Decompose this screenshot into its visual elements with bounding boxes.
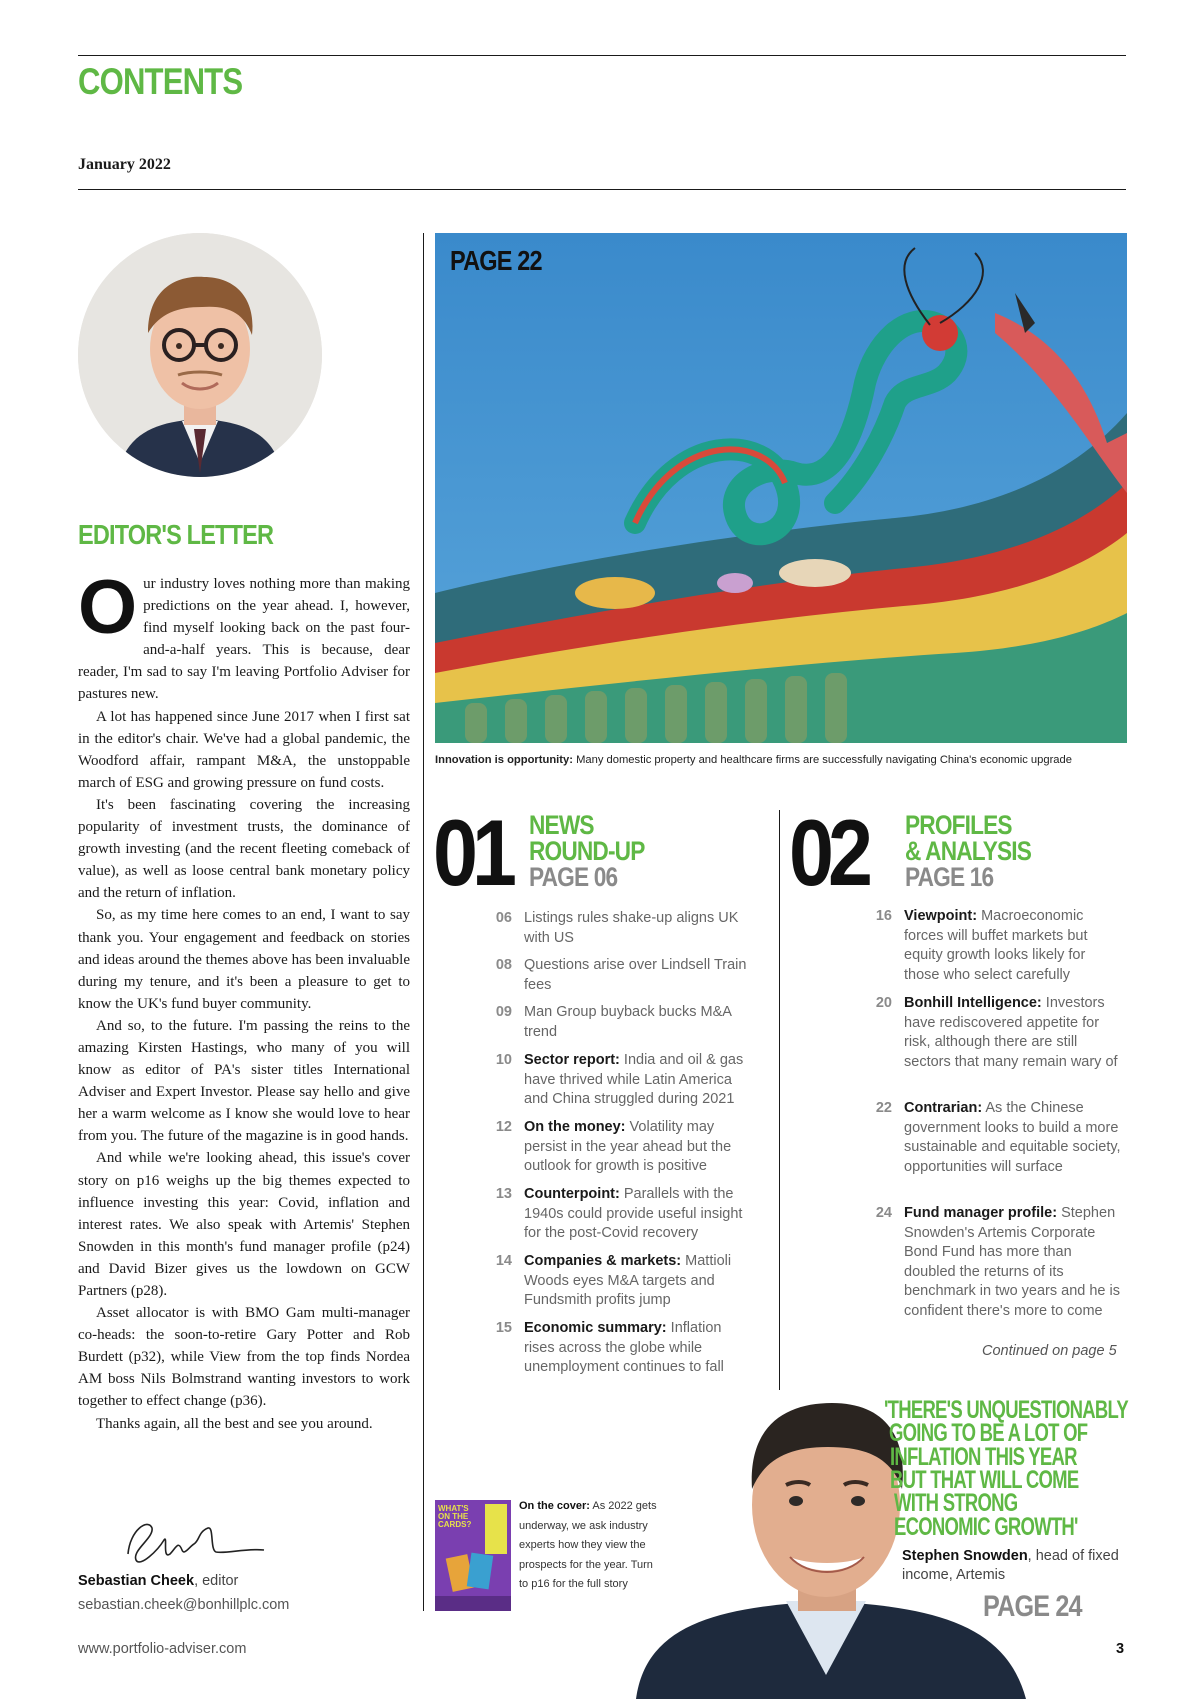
section1-item-text <box>524 1252 756 1311</box>
section1-item-label: Counterpoint: <box>524 1186 620 1202</box>
section2-item-text <box>904 1099 1122 1177</box>
hero-caption-text: Many domestic property and healthcare firms are successfully navigating China's economic upgrade <box>572 754 1072 766</box>
section1-title-line2: ROUND-UP <box>529 836 645 866</box>
section2-item-number: 22 <box>875 1100 892 1116</box>
quote-attrib-role: , head of fixed income, Artemis <box>902 1548 1119 1583</box>
quote-attrib-name: Stephen Snowden <box>902 1548 1028 1564</box>
issue-date: January 2022 <box>78 156 171 173</box>
letter-paragraph-4: So, as my time here comes to an end, I want to say thank you. Your engagement and feedback on stories and ideas around the themes above has been invaluable during my tenure, and it's been a pleasure to get to know the UK's fund buyer community. <box>78 907 410 1012</box>
section2-page[interactable]: PAGE 16 <box>905 862 994 892</box>
section1-item-number: 09 <box>495 1004 512 1020</box>
section1-item-description: Mattioli Woods eyes M&A targets and Fundsmith profits jump <box>524 1253 732 1308</box>
letter-paragraph-8: Thanks again, all the best and see you around. <box>96 1415 373 1432</box>
section1-item-description: Questions arise over Lindsell Train fees <box>524 957 747 993</box>
cover-note <box>519 1497 659 1595</box>
quote-attribution <box>902 1547 1132 1585</box>
section2-item-text <box>904 994 1122 1072</box>
section1-item-description: Parallels with the 1940s could provide useful insight for the post-Covid recovery <box>524 1186 743 1241</box>
section2-item-number: 20 <box>875 995 892 1011</box>
continued-note[interactable]: Continued on page 5 <box>982 1343 1117 1359</box>
editors-letter-body <box>78 565 410 1435</box>
section1-item-number: 14 <box>495 1253 512 1269</box>
page-number: 3 <box>1116 1641 1125 1657</box>
cover-note-text: As 2022 gets underway, we ask industry experts how they view the prospects for the year. Turn to p16 for the full story <box>519 1500 657 1590</box>
pull-quote-line: ECONOMIC GROWTH' <box>894 1512 1078 1541</box>
pull-quote-line: BUT THAT WILL COME <box>890 1465 1079 1494</box>
signoff <box>78 1573 238 1589</box>
column-divider <box>423 233 424 1611</box>
section1-item-text <box>524 909 756 948</box>
section1-item-description: Inflation rises across the globe while unemployment continues to fall <box>524 1320 724 1375</box>
section2-number: 02 <box>789 800 867 905</box>
editor-name: Sebastian Cheek <box>78 1573 195 1589</box>
signature <box>118 1510 268 1572</box>
section2-item-number: 24 <box>875 1205 892 1221</box>
section1-item-number: 12 <box>495 1119 512 1135</box>
section2-item-text <box>904 907 1122 985</box>
section-divider <box>779 810 780 1390</box>
section2-item-description: Stephen Snowden's Artemis Corporate Bond Fund has more than doubled the returns of its benchmark in two years and he is confident there's more to come <box>904 1205 1120 1319</box>
section1-item-text <box>524 1051 756 1110</box>
footer-url[interactable]: www.portfolio-adviser.com <box>78 1641 247 1657</box>
section1-item-description: Man Group buyback bucks M&A trend <box>524 1004 732 1040</box>
section1-number: 01 <box>433 800 511 905</box>
section1-item-number: 10 <box>495 1052 512 1068</box>
section1-item-text <box>524 956 756 995</box>
section2-item-text <box>904 1204 1122 1321</box>
section1-item-label: Companies & markets: <box>524 1253 682 1269</box>
section1-item-label: On the money: <box>524 1119 626 1135</box>
section1-item-text <box>524 1185 756 1244</box>
section2-item-description: As the Chinese government looks to build a more sustainable and equitable society, opportunities will surface <box>904 1100 1121 1175</box>
cover-note-bold: On the cover: <box>519 1500 590 1512</box>
editor-portrait <box>78 233 322 477</box>
page-title: CONTENTS <box>78 61 243 102</box>
section1-item-label: Economic summary: <box>524 1320 667 1336</box>
letter-paragraph-7: Asset allocator is with BMO Gam multi-manager co-heads: the soon-to-retire Gary Potter and Rob Burdett (p32), while View from the top finds Nordea AM boss Nils Bolmstrand wanting investors to work together to effect change (p36). <box>78 1305 410 1410</box>
pull-quote-line: INFLATION THIS YEAR <box>890 1442 1077 1471</box>
editor-email[interactable]: sebastian.cheek@bonhillplc.com <box>78 1597 290 1613</box>
section1-item-text <box>524 1319 756 1378</box>
quote-page[interactable]: PAGE 24 <box>983 1590 1082 1623</box>
section1-item-text <box>524 1118 756 1177</box>
section2-item-description: Investors have rediscovered appetite for risk, although there are still sectors that many remain wary of <box>904 995 1118 1070</box>
section2-title-line1: PROFILES <box>905 810 1012 840</box>
section1-item-number: 06 <box>495 910 512 926</box>
hero-caption-bold: Innovation is opportunity: <box>435 754 573 766</box>
header-rule <box>78 189 1126 190</box>
letter-paragraph-5: And so, to the future. I'm passing the reins to the amazing Kirsten Hastings, who many of you will know as editor of PA's sister titles International Adviser and Expert Investor. Please say hello and give her a warm welcome as I know she would love to hear from you. The future of the magazine is in good hands. <box>78 1017 410 1145</box>
section2-item-description: Macroeconomic forces will buffet markets but equity growth looks likely for those who select carefully <box>904 908 1088 983</box>
section1-title-line1: NEWS <box>529 810 594 840</box>
letter-paragraph-2: A lot has happened since June 2017 when I first sat in the editor's chair. We've had a global pandemic, the Woodford affair, rampant M&A, the unstoppable march of ESG and growing pressure on fund costs. <box>78 708 410 791</box>
section2-item-label: Fund manager profile: <box>904 1205 1058 1221</box>
editor-role: , editor <box>194 1573 239 1589</box>
section2-item-label: Bonhill Intelligence: <box>904 995 1042 1011</box>
section1-item-number: 08 <box>495 957 512 973</box>
section1-item-number: 13 <box>495 1186 512 1202</box>
section1-item-number: 15 <box>495 1320 512 1336</box>
letter-paragraph-3: It's been fascinating covering the increasing popularity of investment trusts, the dominance of growth investing (and the recent fleeting comeback of value), as well as loose central bank monetary policy and the return of inflation. <box>78 796 410 902</box>
section1-item-label: Sector report: <box>524 1052 620 1068</box>
hero-caption <box>435 754 1135 766</box>
section2-item-number: 16 <box>875 908 892 924</box>
pull-quote-line: 'THERE'S UNQUESTIONABLY <box>884 1396 1128 1424</box>
section1-item-text <box>524 1003 756 1042</box>
cover-thumbnail[interactable] <box>435 1500 511 1611</box>
letter-paragraph-1: Our industry loves nothing more than making predictions on the year ahead. I, however, find myself looking back on the past four-and-a-half years. This is because, dear reader, I'm sad to say I'm leaving Portfolio Adviser for pastures new. <box>78 565 410 703</box>
section1-item-description: Volatility may persist in the year ahead but the outlook for growth is positive <box>524 1119 732 1174</box>
letter-paragraph-6: And while we're looking ahead, this issue's cover story on p16 weighs up the big themes expected to influence investing this year: Covid, inflation and interest rates. We also speak with Artemis' Stephen Snowden in this month's fund manager profile (p24) and David Bizer gives us the lowdown on GCW Partners (p28). <box>78 1150 410 1299</box>
hero-page-label[interactable]: PAGE 22 <box>450 245 542 276</box>
section1-item-description: Listings rules shake-up aligns UK with US <box>524 910 739 946</box>
dropcap: O <box>78 565 138 650</box>
section2-item-label: Viewpoint: <box>904 908 978 924</box>
pull-quote-line: GOING TO BE A LOT OF <box>889 1419 1088 1448</box>
dragon-photo <box>435 233 1127 743</box>
editors-letter-heading: EDITOR'S LETTER <box>78 519 274 550</box>
cover-thumbnail-title: WHAT'S ON THE CARDS? <box>438 1504 472 1529</box>
section1-page[interactable]: PAGE 06 <box>529 862 618 892</box>
section1-item-description: India and oil & gas have thrived while Latin America and China struggled during 2021 <box>524 1052 744 1107</box>
pull-quote-line: WITH STRONG <box>894 1489 1018 1518</box>
top-rule <box>78 55 1126 56</box>
section2-title-line2: & ANALYSIS <box>905 836 1032 866</box>
section2-item-label: Contrarian: <box>904 1100 983 1116</box>
